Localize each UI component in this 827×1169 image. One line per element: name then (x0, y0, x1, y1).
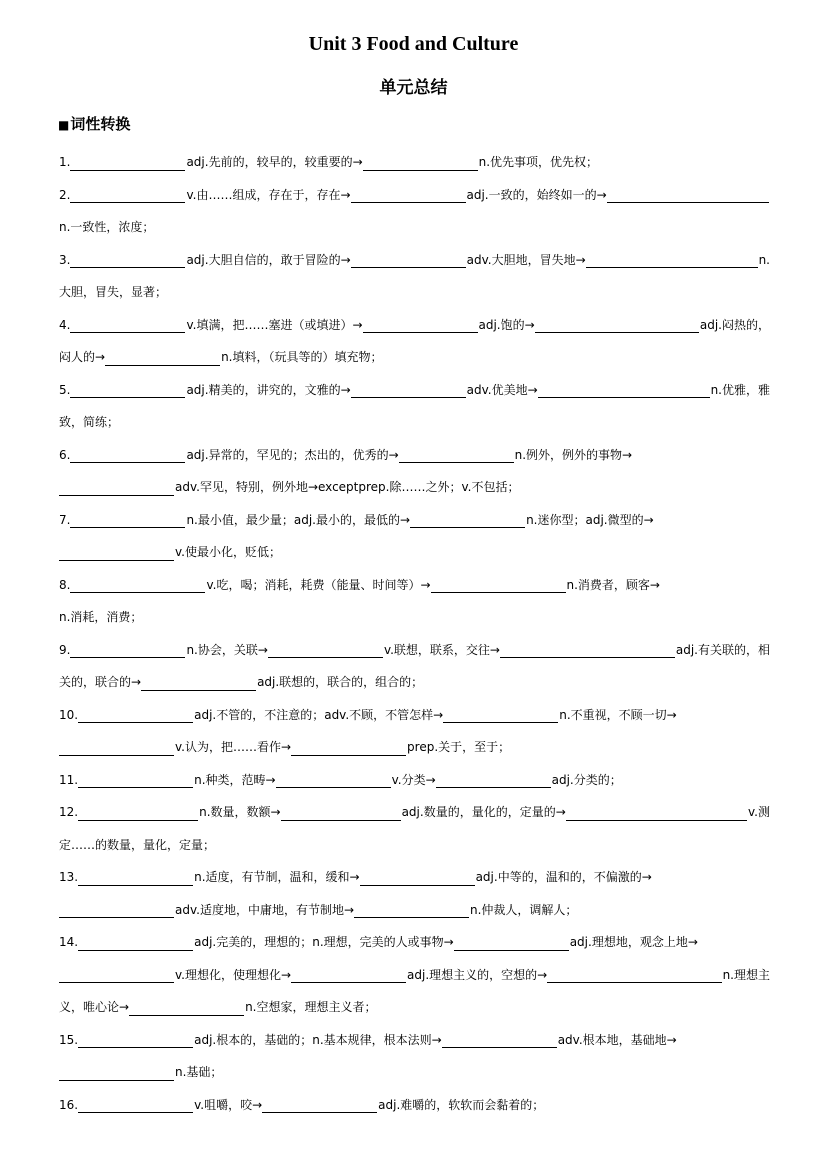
answer-blank[interactable] (442, 1031, 557, 1048)
answer-blank[interactable] (59, 1064, 174, 1081)
item-text: adj.中等的，温和的，不偏激的→ (475, 870, 652, 885)
item-text: v.填满，把……塞进（或填进）→ (186, 317, 363, 332)
answer-blank[interactable] (431, 576, 566, 593)
item-number: 8. (59, 577, 71, 592)
exercise-line (59, 829, 770, 862)
answer-blank[interactable] (268, 641, 383, 658)
item-text: 定……的数量，量化，定量； (59, 837, 216, 852)
exercise-line (59, 861, 770, 894)
answer-blank[interactable] (141, 674, 256, 691)
exercise-line (59, 146, 770, 179)
item-text: n.空想家，理想主义者； (245, 1000, 377, 1015)
item-text: adj.完美的，理想的；n.理想，完美的人或事物→ (194, 935, 454, 950)
item-number: 14. (59, 935, 79, 950)
answer-blank[interactable] (70, 186, 185, 203)
item-text: adv.大胆地，冒失地→ (466, 252, 586, 267)
item-text: n.填料，（玩具等的）填充物； (221, 350, 383, 365)
item-text: adj.数量的，量化的，定量的→ (401, 805, 566, 820)
answer-blank[interactable] (59, 966, 174, 983)
item-text: n.数量，数额→ (199, 805, 281, 820)
item-text: adj.根本的，基础的；n.基本规律，根本法则→ (194, 1032, 442, 1047)
square-bullet-icon: ■ (58, 118, 70, 132)
exercise-line (59, 1089, 770, 1122)
item-text: n.适度，有节制，温和，缓和→ (194, 870, 360, 885)
answer-blank[interactable] (436, 771, 551, 788)
exercise-line (59, 601, 770, 634)
answer-blank[interactable] (70, 576, 205, 593)
exercise-line (59, 959, 770, 992)
item-text: n.一致性，浓度； (59, 220, 155, 235)
item-text: adj.先前的，较早的，较重要的→ (186, 155, 363, 170)
answer-blank[interactable] (354, 901, 469, 918)
answer-blank[interactable] (351, 381, 466, 398)
item-text: v.咀嚼，咬→ (194, 1097, 263, 1112)
answer-blank[interactable] (410, 511, 525, 528)
answer-blank[interactable] (78, 771, 193, 788)
answer-blank[interactable] (78, 1096, 193, 1113)
item-text: n.理想主 (722, 967, 770, 982)
exercise-line (59, 309, 770, 342)
item-text: adj.分类的； (551, 772, 622, 787)
item-text: n.消费者，顾客→ (566, 577, 660, 592)
item-text: n.迷你型；adj.微型的→ (526, 512, 654, 527)
item-text: n.不重视，不顾一切→ (559, 707, 677, 722)
exercise-line (59, 991, 770, 1024)
item-text: n.最小值，最少量；adj.最小的，最低的→ (186, 512, 411, 527)
item-text: v.由……组成，存在于，存在→ (186, 187, 351, 202)
item-number: 3. (59, 252, 71, 267)
exercise-line (59, 406, 770, 439)
item-text: n. (758, 252, 770, 267)
answer-blank[interactable] (59, 544, 174, 561)
item-text: 关的，联合的→ (59, 675, 142, 690)
answer-blank[interactable] (399, 446, 514, 463)
item-number: 12. (59, 805, 79, 820)
answer-blank[interactable] (276, 771, 391, 788)
item-text: v.认为，把……看作→ (175, 740, 292, 755)
answer-blank[interactable] (59, 739, 174, 756)
item-text: adj.不管的，不注意的；adv.不顾，不管怎样→ (194, 707, 444, 722)
exercise-line (59, 1024, 770, 1057)
item-text: v.理想化，使理想化→ (175, 967, 292, 982)
item-text: adj.精美的，讲究的，文雅的→ (186, 382, 351, 397)
answer-blank[interactable] (360, 869, 475, 886)
item-number: 11. (59, 772, 79, 787)
answer-blank[interactable] (70, 381, 185, 398)
item-number: 15. (59, 1032, 79, 1047)
exercise-line (59, 666, 770, 699)
item-text: adj.一致的，始终如一的→ (466, 187, 607, 202)
item-text: adj.理想地，观念上地→ (569, 935, 698, 950)
exercise-list (59, 146, 770, 1121)
item-text: adj.闷热的， (699, 317, 770, 332)
item-text: adj.异常的，罕见的；杰出的，优秀的→ (186, 447, 399, 462)
item-text: v.吃，喝；消耗，耗费（能量、时间等）→ (206, 577, 431, 592)
item-text: adj.理想主义的，空想的→ (407, 967, 548, 982)
answer-blank[interactable] (586, 251, 758, 268)
exercise-line (59, 699, 770, 732)
item-text: 义，唯心论→ (59, 1000, 130, 1015)
section-heading-label: 词性转换 (70, 115, 131, 133)
exercise-line (59, 926, 770, 959)
item-text: n.基础； (175, 1065, 223, 1080)
exercise-line (59, 179, 770, 212)
answer-blank[interactable] (129, 999, 244, 1016)
answer-blank[interactable] (78, 706, 193, 723)
item-text: adv.优美地→ (466, 382, 538, 397)
answer-blank[interactable] (547, 966, 721, 983)
item-text: n.仲裁人，调解人； (470, 902, 578, 917)
section-heading (58, 114, 130, 135)
item-number: 10. (59, 707, 79, 722)
item-text: v.测 (748, 805, 770, 820)
item-text: 致，简练； (59, 415, 120, 430)
answer-blank[interactable] (70, 251, 185, 268)
item-number: 4. (59, 317, 71, 332)
answer-blank[interactable] (351, 251, 466, 268)
item-text: 大胆，冒失，显著； (59, 285, 168, 300)
answer-blank[interactable] (59, 479, 174, 496)
answer-blank[interactable] (535, 316, 699, 333)
exercise-line (59, 439, 770, 472)
exercise-line (59, 796, 770, 829)
item-text: n.协会，关联→ (186, 642, 268, 657)
exercise-line (59, 764, 770, 797)
answer-blank[interactable] (59, 901, 174, 918)
exercise-line (59, 1056, 770, 1089)
answer-blank[interactable] (291, 966, 406, 983)
item-number: 6. (59, 447, 71, 462)
item-text: adj.有关联的，相 (675, 642, 770, 657)
answer-blank[interactable] (500, 641, 675, 658)
answer-blank[interactable] (78, 1031, 193, 1048)
item-number: 7. (59, 512, 71, 527)
answer-blank[interactable] (70, 446, 185, 463)
exercise-line (59, 504, 770, 537)
exercise-line (59, 634, 770, 667)
exercise-line (59, 894, 770, 927)
answer-blank[interactable] (291, 739, 406, 756)
answer-blank[interactable] (566, 804, 747, 821)
exercise-line (59, 341, 770, 374)
exercise-line (59, 374, 770, 407)
page-title: Unit 3 Food and Culture (308, 33, 519, 55)
answer-blank[interactable] (443, 706, 558, 723)
item-text: adj.饱的→ (478, 317, 535, 332)
exercise-line (59, 731, 770, 764)
answer-blank[interactable] (70, 511, 185, 528)
item-number: 13. (59, 870, 79, 885)
exercise-line (59, 211, 770, 244)
item-text: adv.根本地，基础地→ (557, 1032, 677, 1047)
page-subtitle: 单元总结 (379, 78, 448, 98)
answer-blank[interactable] (70, 154, 185, 171)
item-number: 5. (59, 382, 71, 397)
item-text: v.分类→ (391, 772, 436, 787)
item-number: 2. (59, 187, 71, 202)
item-text: n.种类，范畴→ (194, 772, 276, 787)
exercise-line (59, 244, 770, 277)
answer-blank[interactable] (105, 349, 220, 366)
exercise-line (59, 276, 770, 309)
item-text: v.联想，联系，交往→ (383, 642, 500, 657)
item-text: adj.联想的，联合的，组合的； (257, 675, 424, 690)
answer-blank[interactable] (607, 186, 769, 203)
item-number: 9. (59, 642, 71, 657)
item-text: prep.关于，至于； (407, 740, 511, 755)
answer-blank[interactable] (70, 641, 185, 658)
item-number: 16. (59, 1097, 79, 1112)
item-text: n.优先事项，优先权； (478, 155, 599, 170)
item-text: n.消耗，消费； (59, 610, 143, 625)
answer-blank[interactable] (363, 154, 478, 171)
item-text: adv.适度地，中庸地，有节制地→ (175, 902, 355, 917)
answer-blank[interactable] (281, 804, 401, 821)
answer-blank[interactable] (262, 1096, 377, 1113)
answer-blank[interactable] (78, 934, 193, 951)
answer-blank[interactable] (363, 316, 478, 333)
item-number: 1. (59, 155, 71, 170)
exercise-line (59, 536, 770, 569)
item-text: adj.大胆自信的，敢于冒险的→ (186, 252, 351, 267)
item-text: adj.难嚼的，软软而会黏着的； (378, 1097, 545, 1112)
item-text: n.优雅，雅 (710, 382, 770, 397)
answer-blank[interactable] (78, 804, 198, 821)
item-text: n.例外，例外的事物→ (514, 447, 633, 462)
exercise-line (59, 471, 770, 504)
answer-blank[interactable] (351, 186, 466, 203)
exercise-line (59, 569, 770, 602)
answer-blank[interactable] (70, 316, 185, 333)
item-text: v.使最小化，贬低； (175, 545, 281, 560)
item-text: adv.罕见，特别，例外地→exceptprep.除……之外；v.不包括； (175, 480, 520, 495)
answer-blank[interactable] (78, 869, 193, 886)
answer-blank[interactable] (538, 381, 710, 398)
item-text: 闷人的→ (59, 350, 106, 365)
answer-blank[interactable] (454, 934, 569, 951)
